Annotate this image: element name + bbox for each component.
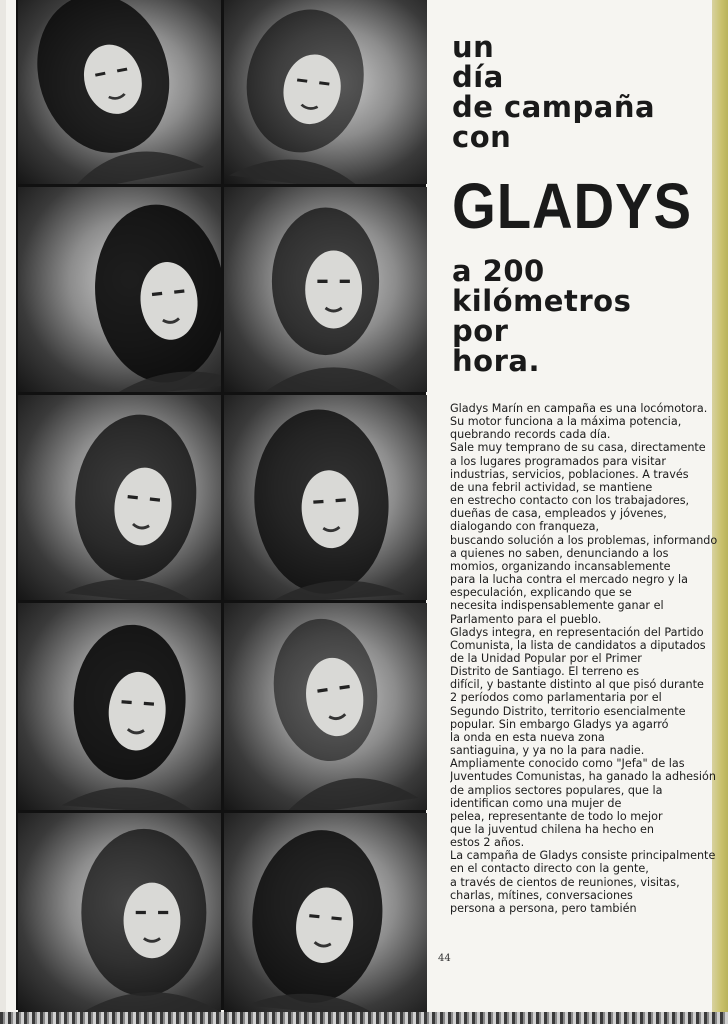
article-line: en estrecho contacto con los trabajadores, — [450, 494, 690, 508]
article-line: a través de cientos de reuniones, visitas, — [450, 875, 680, 889]
article-line: especulación, explicando que se — [450, 586, 632, 600]
article-line: Su motor funciona a la máxima potencia, — [450, 415, 682, 429]
article-line: a quienes no saben, denunciando a los — [450, 546, 669, 560]
article-line: Ampliamente conocido como "Jefa" de las — [450, 757, 685, 771]
article-line: estos 2 años. — [450, 836, 525, 850]
article-line: a los lugares programados para visitar — [450, 454, 666, 468]
article-line: industrias, servicios, poblaciones. A través — [450, 467, 689, 481]
headline-line-3: de campaña — [452, 90, 656, 124]
article-line: de una febril actividad, se mantiene — [450, 480, 653, 494]
headline-line-5: a 200 — [452, 254, 545, 288]
article-line: Segundo Distrito, territorio esencialmente — [450, 704, 686, 718]
article-line: para la lucha contra el mercado negro y la — [450, 573, 688, 587]
article-line: de la Unidad Popular por el Primer — [450, 651, 642, 665]
headline-line-1: un — [452, 30, 495, 64]
article-line: Parlamento para el pueblo. — [450, 612, 602, 626]
headline — [452, 32, 722, 376]
article-line: momios, organizando incansablemente — [450, 559, 671, 573]
article-line: Gladys integra, en representación del Partido — [450, 625, 704, 639]
article-line: 2 períodos como parlamentaria por el — [450, 691, 662, 705]
article-line: charlas, mítines, conversaciones — [450, 888, 633, 902]
article-line: Gladys Marín en campaña es una locómotora. — [450, 402, 708, 415]
photo-8 — [224, 603, 427, 810]
photo-4 — [224, 187, 427, 392]
headline-line-4: con — [452, 120, 512, 154]
photo-9 — [18, 813, 221, 1012]
headline-name: GLADYS — [452, 170, 692, 242]
article-line: Sale muy temprano de su casa, directamente — [450, 441, 706, 455]
article-line: en el contacto directo con la gente, — [450, 862, 649, 876]
article-line: pelea, representante de todo lo mejor — [450, 809, 663, 823]
article-line: dueñas de casa, empleados y jóvenes, — [450, 507, 667, 521]
photo-1 — [18, 0, 221, 184]
headline-line-6: kilómetros — [452, 284, 632, 318]
headline-line-2: día — [452, 60, 504, 94]
article-line: santiaguina, y ya no la para nadie. — [450, 744, 645, 758]
headline-line-7: por — [452, 314, 509, 348]
article-line: que la juventud chilena ha hecho en — [450, 823, 655, 836]
article-line: necesita indispensablemente ganar el — [450, 599, 664, 613]
article-body — [450, 402, 718, 915]
photo-grid — [16, 0, 426, 1010]
photo-3 — [18, 187, 221, 392]
photo-10 — [224, 813, 427, 1012]
article-line: la onda en esta nueva zona — [450, 730, 605, 744]
photo-6 — [224, 395, 427, 600]
photo-2 — [224, 0, 427, 184]
headline-line-8: hora. — [452, 344, 540, 378]
article-line: Comunista, la lista de candidatos a diputados — [450, 638, 706, 652]
article-line: dialogando con franqueza, — [450, 520, 600, 534]
article-line: buscando solución a los problemas, informando — [450, 533, 718, 547]
article-line: identifican como una mujer de — [450, 796, 622, 810]
article-line: popular. Sin embargo Gladys ya agarró — [450, 717, 669, 731]
article-line: quebrando records cada día. — [450, 428, 611, 442]
article-line: La campaña de Gladys consiste principalmente — [450, 849, 716, 863]
page-number: 44 — [438, 953, 451, 964]
page-bottom-edge — [0, 1012, 728, 1024]
article-line: difícil, y bastante distinto al que pisó durante — [450, 678, 704, 692]
article-line: persona a persona, pero también — [450, 901, 637, 915]
photo-7 — [18, 603, 221, 810]
article-line: Distrito de Santiago. El terreno es — [450, 665, 640, 679]
article-line: Juventudes Comunistas, ha ganado la adhesión — [450, 770, 716, 784]
photo-5 — [18, 395, 221, 600]
article-line: de amplios sectores populares, que la — [450, 783, 663, 797]
